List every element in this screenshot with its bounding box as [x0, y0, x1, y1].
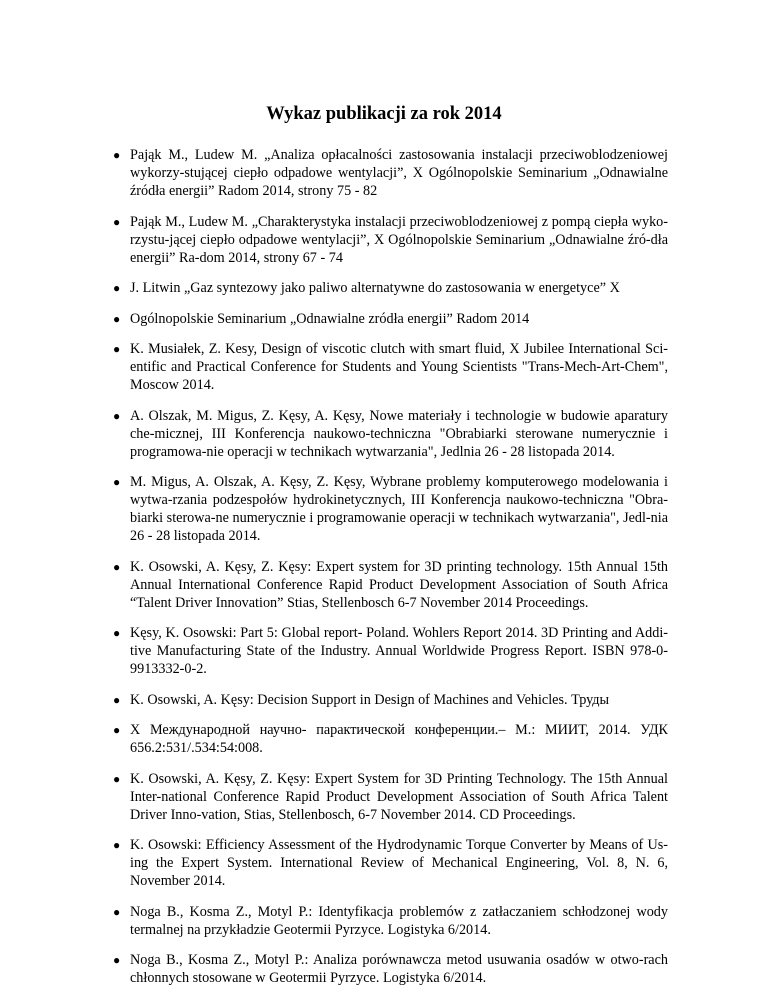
bullet-icon: ● [113, 904, 121, 919]
page-title: Wykaz publikacji za rok 2014 [266, 104, 502, 124]
list-item [113, 279, 668, 297]
list-item [113, 770, 668, 824]
bullet-icon: ● [113, 214, 121, 229]
publication-text: K. Osowski, A. Kęsy, Z. Kęsy: Expert System for 3D Printing Technology. The 15th Annual Inter-national Conference Rapid Product Development Association of South Africa Talent Driver Inno-vation, Stias, Stellenbosch, 6-7 November 2014. CD Proceedings. [130, 770, 668, 823]
publication-text: Pająk M., Ludew M. „Analiza opłacalności zastosowania instalacji przeciwoblodzeniowej wykorzy-stującej ciepło odpadowe wentylacji”, X Ogólnopolskie Seminarium „Odnawialne źródła energii” Radom 2014, strony 75 - 82 [130, 147, 668, 199]
publication-list [113, 146, 668, 1000]
list-item [113, 310, 668, 328]
bullet-icon: ● [113, 723, 121, 737]
publication-text: K. Osowski, A. Kęsy, Z. Kęsy: Expert system for 3D printing technology. 15th Annual 15th Annual International Conference Rapid Product Development Association of South Africa “Talent Driver Innovation” Stias, Stellenbosch 6-7 November 2014 Proceedings. [130, 558, 668, 611]
list-item [113, 836, 668, 890]
publication-text: M. Migus, A. Olszak, A. Kęsy, Z. Kęsy, Wybrane problemy komputerowego modelowania i wytwa-rzania podzespołów hydrokinetycznych, III Konferencja naukowo-techniczna "Obra-biarki sterowa-ne numerycznie i programowanie operacji w technikach wytwarzania", Jedl-nia 26 - 28 listopada 2014. [130, 474, 668, 544]
bullet-icon: ● [113, 838, 121, 852]
list-item [113, 340, 668, 394]
list-item [113, 951, 668, 987]
bullet-icon: ● [113, 408, 121, 423]
list-item [113, 213, 668, 267]
publication-text: K. Osowski, A. Kęsy: Decision Support in Design of Machines and Vehicles. Труды [130, 691, 610, 708]
bullet-icon: ● [113, 559, 121, 574]
bullet-icon: ● [113, 953, 121, 967]
bullet-icon: ● [113, 311, 121, 326]
list-item [113, 146, 668, 200]
bullet-icon: ● [113, 475, 121, 489]
list-item [113, 558, 668, 612]
bullet-icon: ● [113, 281, 121, 295]
publication-text: K. Musiałek, Z. Kesy, Design of viscotic clutch with smart fluid, X Jubilee International Sci-entific and Practical Conference for Students and Young Scientists "Trans-Mech-Art-Chem", Moscow 2014. [130, 341, 668, 393]
list-item [113, 903, 668, 939]
publication-text: Pająk M., Ludew M. „Charakterystyka instalacji przeciwoblodzeniowej z pompą ciepła wyko-rzystu-jącej ciepło odpadowe wentylacji”, X Ogólnopolskie Seminarium „Odnawialne źró-dła energii” Ra-dom 2014, strony 67 - 74 [130, 213, 668, 266]
bullet-icon: ● [113, 771, 121, 786]
publication-text: Kęsy, K. Osowski: Part 5: Global report- Poland. Wohlers Report 2014. 3D Printing and Addi-tive Manufacturing State of the Industry. Annual Worldwide Progress Report. ISBN 978-0-9913332-0-2. [130, 625, 668, 677]
publication-text: Ogólnopolskie Seminarium „Odnawialne zródła energii” Radom 2014 [130, 310, 530, 327]
bullet-icon: ● [113, 626, 121, 640]
publication-text: J. Litwin „Gaz syntezowy jako paliwo alternatywne do zastosowania w energetyce” X [130, 280, 620, 296]
publication-text: Noga B., Kosma Z., Motyl P.: Analiza porównawcza metod usuwania osadów w otwo-rach chłonnych stosowane w Geotermii Pyrzyce. Logistyka 6/2014. [130, 952, 668, 986]
publication-text: Noga B., Kosma Z., Motyl P.: Identyfikacja problemów z zatłaczaniem schłodzonej wody termalnej na przykładzie Geotermii Pyrzyce. Logistyka 6/2014. [130, 903, 668, 938]
bullet-icon: ● [113, 692, 121, 707]
list-item [113, 407, 668, 461]
publication-text: K. Osowski: Efficiency Assessment of the Hydrodynamic Torque Converter by Means of Us-ing the Expert System. International Review of Mechanical Engineering, Vol. 8, N. 6, November 2014. [130, 837, 668, 889]
bullet-icon: ● [113, 342, 121, 356]
bullet-icon: ● [113, 148, 121, 162]
list-item [113, 691, 668, 709]
list-item [113, 473, 668, 545]
publication-text: X Международной научно- парактической конференции.– М.: МИИТ, 2014. УДК 656.2:531/.534:54:008. [130, 722, 668, 756]
publication-text: A. Olszak, M. Migus, Z. Kęsy, A. Kęsy, Nowe materiały i technologie w budowie aparatury che-micznej, III Konferencja naukowo-techniczna "Obrabiarki sterowane numerycznie i programowa-nie operacji w technikach wytwarzania", Jedlnia 26 - 28 listopada 2014. [130, 407, 668, 460]
list-item [113, 721, 668, 757]
list-item [113, 624, 668, 678]
